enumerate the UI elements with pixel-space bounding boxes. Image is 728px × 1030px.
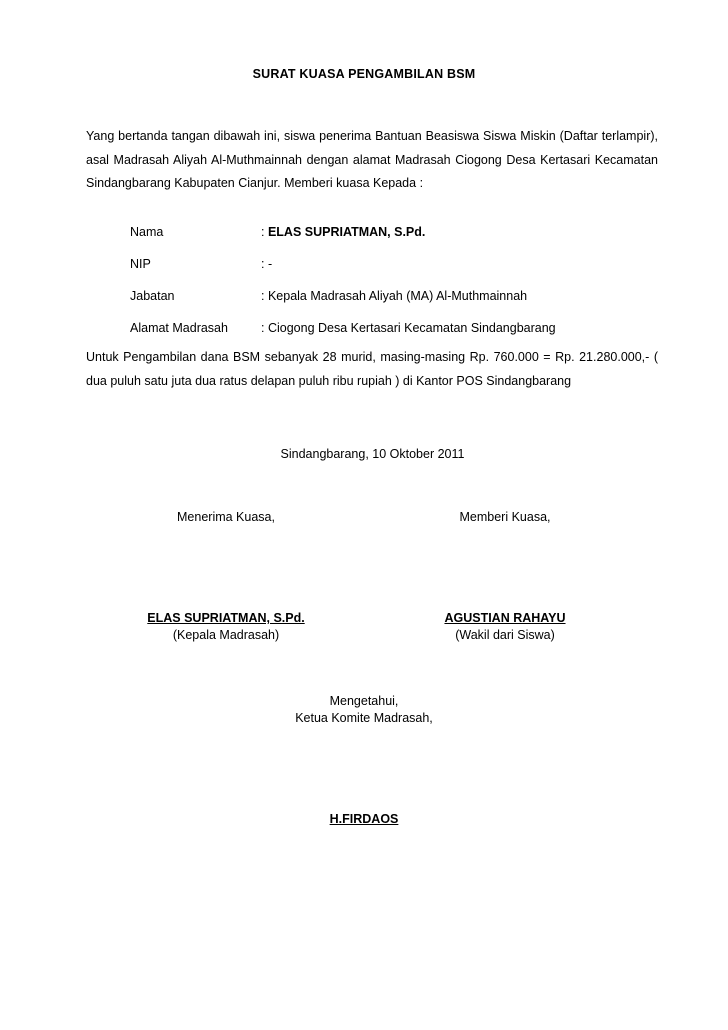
- field-label-nama: Nama: [130, 225, 164, 239]
- acknowledger-title: Ketua Komite Madrasah,: [295, 711, 433, 725]
- field-label-jabatan: Jabatan: [130, 289, 175, 303]
- receiver-role: Menerima Kuasa,: [177, 510, 275, 524]
- field-colon: :: [261, 289, 268, 303]
- field-value-text: Kepala Madrasah Aliyah (MA) Al-Muthmainnah: [267, 289, 528, 303]
- giver-name: AGUSTIAN RAHAYU: [444, 611, 566, 625]
- purpose-paragraph: Untuk Pengambilan dana BSM sebanyak 28 murid, masing-masing Rp. 760.000 = Rp. 21.280.000,- ( dua puluh satu juta dua ratus delapan puluh ribu rupiah ) di Kantor POS Sindangbarang: [86, 350, 658, 388]
- field-value-nip: [261, 257, 272, 271]
- field-colon: :: [261, 257, 268, 271]
- receiver-name: ELAS SUPRIATMAN, S.Pd.: [147, 611, 305, 625]
- document-title: SURAT KUASA PENGAMBILAN BSM: [252, 67, 476, 81]
- acknowledger-name: H.FIRDAOS: [329, 812, 399, 826]
- field-colon: :: [261, 321, 268, 335]
- field-colon: :: [261, 225, 268, 239]
- field-value-alamat: [261, 321, 556, 335]
- field-value-jabatan: [261, 289, 527, 303]
- field-value-text: -: [267, 257, 273, 271]
- field-value-text: ELAS SUPRIATMAN, S.Pd.: [267, 225, 426, 239]
- field-value-nama: [261, 225, 425, 239]
- receiver-position: (Kepala Madrasah): [172, 628, 280, 642]
- field-value-text: Ciogong Desa Kertasari Kecamatan Sindangbarang: [267, 321, 556, 335]
- giver-position: (Wakil dari Siswa): [455, 628, 555, 642]
- intro-paragraph: Yang bertanda tangan dibawah ini, siswa penerima Bantuan Beasiswa Siswa Miskin (Daftar terlampir), asal Madrasah Aliyah Al-Muthmainnah dengan alamat Madrasah Ciogong Desa Kertasari Kecamatan Sindangbarang Kabupaten Cianjur. Memberi kuasa Kepada :: [86, 129, 658, 190]
- field-label-alamat: Alamat Madrasah: [130, 321, 228, 335]
- giver-role: Memberi Kuasa,: [459, 510, 551, 524]
- field-label-nip: NIP: [130, 257, 151, 271]
- acknowledger-label: Mengetahui,: [329, 694, 399, 708]
- place-date: Sindangbarang, 10 Oktober 2011: [280, 447, 465, 461]
